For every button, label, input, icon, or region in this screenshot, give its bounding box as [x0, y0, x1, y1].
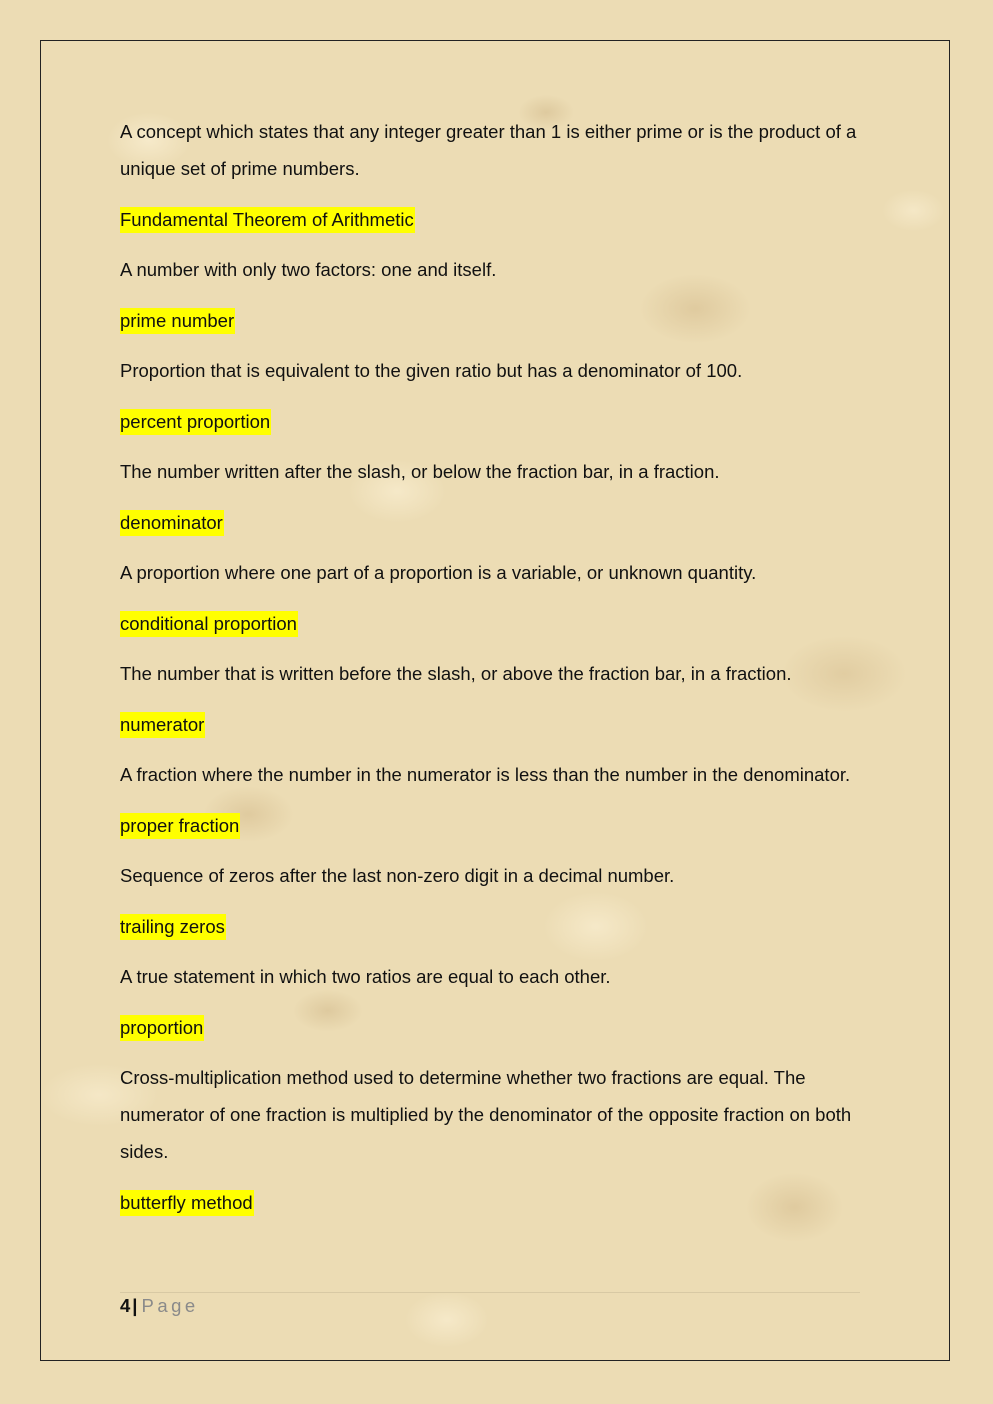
term-text: prime number	[120, 308, 235, 334]
definition-text: The number written after the slash, or below the fraction bar, in a fraction.	[120, 461, 720, 482]
term-text: numerator	[120, 712, 205, 738]
term-text: trailing zeros	[120, 914, 226, 940]
definition-text: Sequence of zeros after the last non-zero digit in a decimal number.	[120, 865, 675, 886]
term-highlight	[120, 302, 880, 339]
term-text: butterfly method	[120, 1190, 254, 1216]
definition-text: A proportion where one part of a proportion is a variable, or unknown quantity.	[120, 562, 757, 583]
definition-text: Cross-multiplication method used to determine whether two fractions are equal. The numerator of one fraction is multiplied by the denominator of the opposite fraction on both sides.	[120, 1067, 852, 1162]
term-highlight	[120, 908, 880, 945]
definition-text: The number that is written before the slash, or above the fraction bar, in a fraction.	[120, 663, 792, 684]
definition-text: A number with only two factors: one and itself.	[120, 259, 497, 280]
term-highlight	[120, 807, 880, 844]
term-highlight	[120, 1009, 880, 1046]
term-highlight	[120, 605, 880, 642]
term-text: Fundamental Theorem of Arithmetic	[120, 207, 415, 233]
term-text: proportion	[120, 1015, 204, 1041]
definition-text: Proportion that is equivalent to the given ratio but has a denominator of 100.	[120, 360, 743, 381]
page-number: 4	[120, 1295, 131, 1316]
term-text: denominator	[120, 510, 224, 536]
definition-text: A true statement in which two ratios are equal to each other.	[120, 966, 611, 987]
term-highlight	[120, 504, 880, 541]
term-highlight	[120, 1184, 880, 1221]
page-footer	[120, 1292, 860, 1317]
definition-text: A concept which states that any integer greater than 1 is either prime or is the product of a unique set of prime numbers.	[120, 121, 857, 179]
term-highlight	[120, 706, 880, 743]
flashcard-list	[120, 113, 880, 1234]
page-label: Page	[141, 1295, 199, 1316]
definition-text: A fraction where the number in the numerator is less than the number in the denominator.	[120, 764, 851, 785]
term-highlight	[120, 201, 880, 238]
term-text: conditional proportion	[120, 611, 298, 637]
term-text: percent proportion	[120, 409, 271, 435]
term-text: proper fraction	[120, 813, 240, 839]
term-highlight	[120, 403, 880, 440]
footer-separator: |	[132, 1295, 138, 1316]
